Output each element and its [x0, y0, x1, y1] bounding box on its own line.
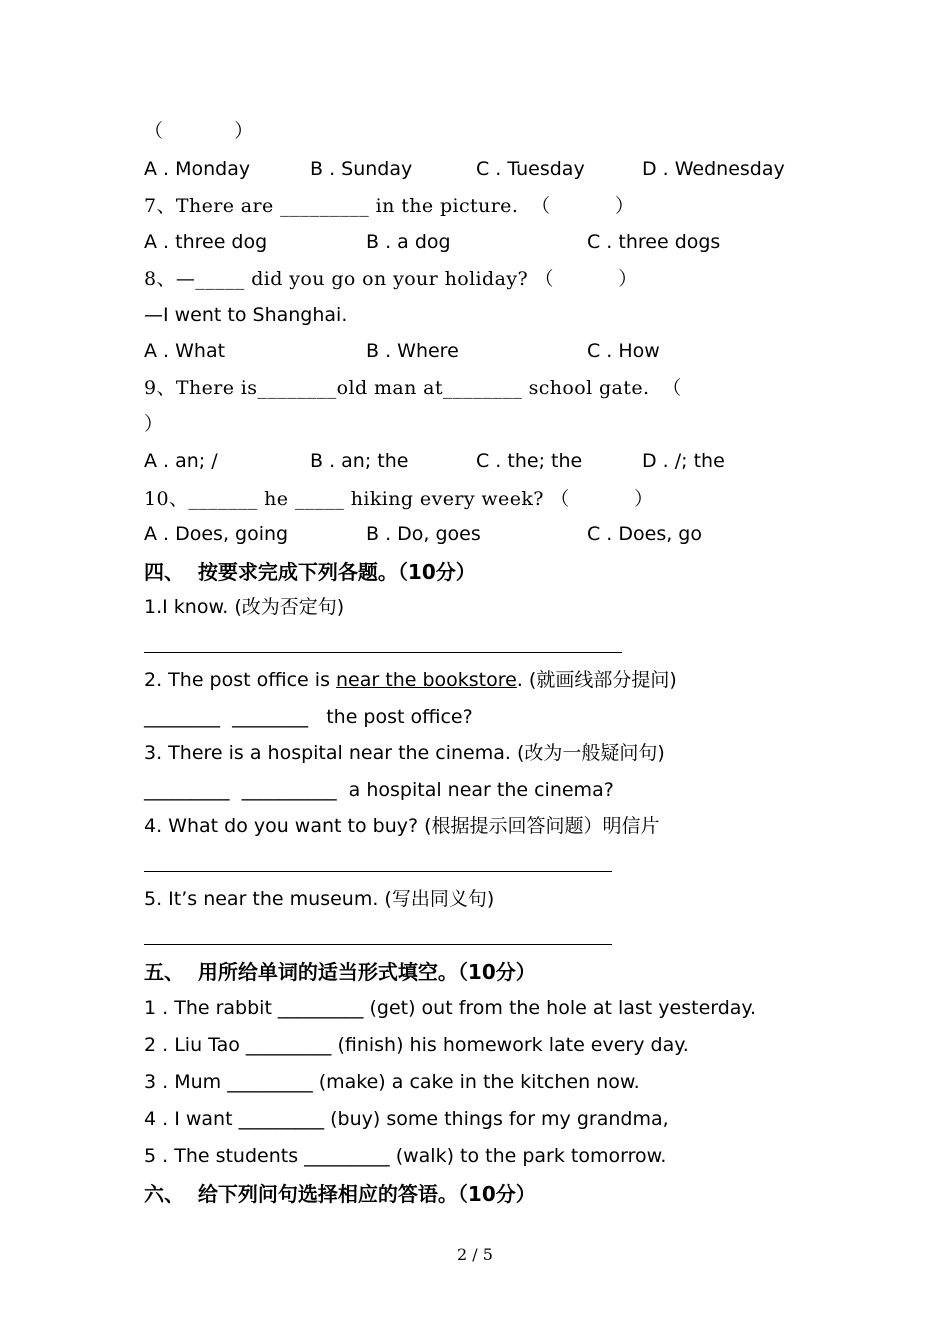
- q8-option-b: B . Where: [366, 340, 459, 362]
- s4-q1: 1.I know. (改为否定句): [144, 596, 345, 618]
- s4-q2-prefix: 2. The post office is: [144, 669, 337, 691]
- s4-q4-answer-line: [144, 871, 612, 872]
- q6-option-c: C . Tuesday: [476, 158, 585, 180]
- q9-option-d: D . /; the: [642, 450, 725, 472]
- q6-option-a: A . Monday: [144, 158, 251, 180]
- q10-option-b: B . Do, goes: [366, 523, 481, 545]
- s5-item-2: 2 . Liu Tao _________ (finish) his homework late every day.: [144, 1034, 689, 1056]
- q9-option-b: B . an; the: [310, 450, 409, 472]
- q10-option-c: C . Does, go: [587, 523, 702, 545]
- s4-q2-suffix: . (就画线部分提问): [516, 669, 677, 691]
- q7-option-c: C . three dogs: [587, 231, 721, 253]
- s4-q4: 4. What do you want to buy? (根据提示回答问题）明信片: [144, 815, 660, 837]
- q9-option-a: A . an; /: [144, 450, 218, 472]
- q6-option-b: B . Sunday: [310, 158, 413, 180]
- section-5-heading: 五、 用所给单词的适当形式填空。（10分）: [144, 960, 536, 984]
- q7-option-a: A . three dog: [144, 231, 268, 253]
- s4-q2-underlined: near the bookstore: [336, 669, 517, 691]
- q9-option-c: C . the; the: [476, 450, 583, 472]
- q8-option-c: C . How: [587, 340, 660, 362]
- section-4-heading: 四、 按要求完成下列各题。（10分）: [144, 560, 476, 584]
- s5-item-1: 1 . The rabbit _________ (get) out from the hole at last yesterday.: [144, 997, 757, 1019]
- q8-answer-line: —I went to Shanghai.: [144, 304, 348, 326]
- page-number: 2 / 5: [457, 1245, 493, 1264]
- s5-item-4: 4 . I want _________ (buy) some things for my grandma,: [144, 1108, 669, 1130]
- q6-answer-bracket: （ ）: [144, 120, 254, 142]
- q10-question: 10、_______ he _____ hiking every week? （ ）: [144, 488, 654, 510]
- q6-option-d: D . Wednesday: [642, 158, 785, 180]
- q8-option-a: A . What: [144, 340, 226, 362]
- s5-item-5: 5 . The students _________ (walk) to the park tomorrow.: [144, 1145, 667, 1167]
- s4-q2-answer: ________ ________ the post office?: [144, 706, 473, 728]
- q10-option-a: A . Does, going: [144, 523, 289, 545]
- s4-q2: [144, 671, 677, 690]
- q7-question: 7、There are _________ in the picture. （ ）: [144, 195, 635, 217]
- section-6-heading: 六、 给下列问句选择相应的答语。（10分）: [144, 1182, 536, 1206]
- q9-bracket-close: ）: [144, 413, 164, 435]
- s4-q3-answer: _________ __________ a hospital near the cinema?: [144, 779, 614, 801]
- s4-q3: 3. There is a hospital near the cinema. (改为一般疑问句): [144, 742, 665, 764]
- q7-option-b: B . a dog: [366, 231, 451, 253]
- s4-q5-answer-line: [144, 944, 612, 945]
- s4-q5: 5. It’s near the museum. (写出同义句): [144, 888, 495, 910]
- q8-question: 8、—_____ did you go on your holiday? （ ）: [144, 268, 638, 290]
- s4-q1-answer-line: [144, 652, 622, 653]
- q9-question: 9、There is________old man at________ school gate. （: [144, 377, 682, 399]
- s5-item-3: 3 . Mum _________ (make) a cake in the kitchen now.: [144, 1071, 640, 1093]
